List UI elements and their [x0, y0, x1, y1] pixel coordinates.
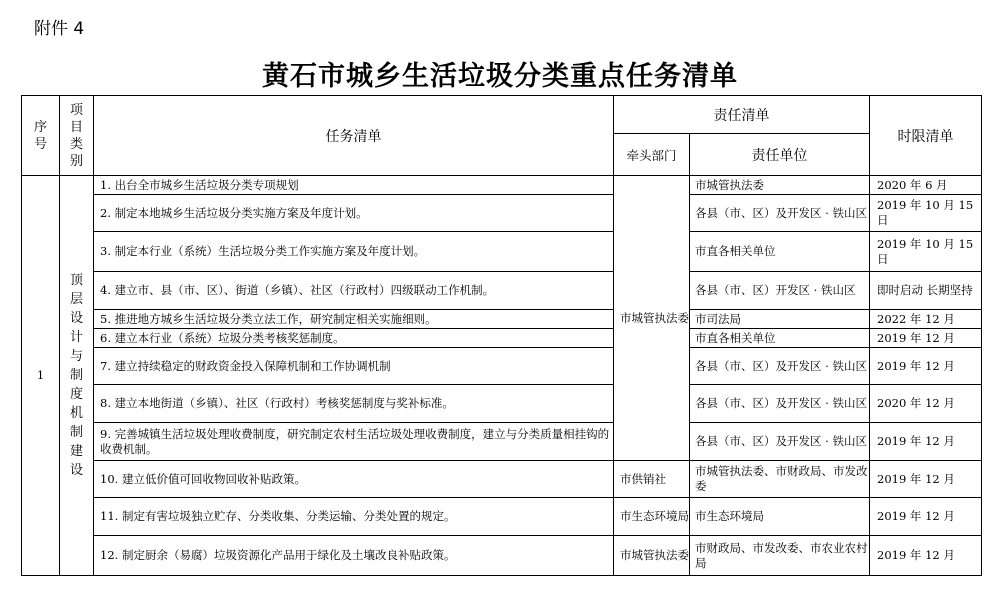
- attachment-label: 附件 4: [34, 19, 85, 39]
- deadline-cell: 2020 年 12 月: [870, 385, 982, 423]
- lead-dept-cell: 市城管执法委: [614, 176, 690, 461]
- unit-cell: 市城管执法委: [690, 176, 870, 195]
- table-row: [22, 232, 982, 272]
- deadline-cell: 2019 年 12 月: [870, 423, 982, 461]
- task-cell: 6. 建立本行业（系统）垃圾分类考核奖惩制度。: [94, 329, 614, 348]
- unit-cell: 市司法局: [690, 310, 870, 329]
- header-deadline: 时限清单: [870, 96, 982, 176]
- deadline-cell: 2022 年 12 月: [870, 310, 982, 329]
- unit-cell: 市财政局、市发改委、市农业农村局: [690, 536, 870, 576]
- task-cell: 10. 建立低价值可回收物回收补贴政策。: [94, 461, 614, 498]
- table-row: [22, 195, 982, 232]
- unit-cell: 市生态环境局: [690, 498, 870, 536]
- header-tasks: 任务清单: [94, 96, 614, 176]
- table-row: [22, 385, 982, 423]
- deadline-cell: 2019 年 12 月: [870, 498, 982, 536]
- table-row: [22, 461, 982, 498]
- unit-cell: 市直各相关单位: [690, 329, 870, 348]
- deadline-cell: 2019 年 12 月: [870, 536, 982, 576]
- unit-cell: 各县（市、区）及开发区 · 铁山区: [690, 348, 870, 385]
- unit-cell: 各县（市、区）及开发区 · 铁山区: [690, 385, 870, 423]
- task-cell: 7. 建立持续稳定的财政资金投入保障机制和工作协调机制: [94, 348, 614, 385]
- lead-dept-cell: 市供销社: [614, 461, 690, 498]
- header-resp-unit: 责任单位: [690, 134, 870, 176]
- deadline-cell: 2019 年 12 月: [870, 329, 982, 348]
- unit-cell: 市城管执法委、市财政局、市发改委: [690, 461, 870, 498]
- deadline-cell: 即时启动 长期坚持: [870, 272, 982, 310]
- task-cell: 1. 出台全市城乡生活垃圾分类专项规划: [94, 176, 614, 195]
- task-cell: 11. 制定有害垃圾独立贮存、分类收集、分类运输、分类处置的规定。: [94, 498, 614, 536]
- deadline-cell: 2019 年 12 月: [870, 461, 982, 498]
- task-cell: 8. 建立本地街道（乡镇）、社区（行政村）考核奖惩制度与奖补标准。: [94, 385, 614, 423]
- header-category: 项目类别: [60, 96, 94, 176]
- header-lead-dept: 牵头部门: [614, 134, 690, 176]
- table-row: [22, 176, 982, 195]
- table-row: [22, 329, 982, 348]
- unit-cell: 市直各相关单位: [690, 232, 870, 272]
- table-row: [22, 272, 982, 310]
- task-cell: 3. 制定本行业（系统）生活垃圾分类工作实施方案及年度计划。: [94, 232, 614, 272]
- table-row: [22, 423, 982, 461]
- unit-cell: 各县（市、区）开发区 · 铁山区: [690, 272, 870, 310]
- lead-dept-cell: 市生态环境局: [614, 498, 690, 536]
- table-row: [22, 498, 982, 536]
- header-seq: 序号: [22, 96, 60, 176]
- deadline-cell: 2019 年 10 月 15 日: [870, 232, 982, 272]
- task-cell: 4. 建立市、县（市、区）、街道（乡镇）、社区（行政村）四级联动工作机制。: [94, 272, 614, 310]
- header-responsibility: 责任清单: [614, 96, 870, 134]
- table-row: [22, 536, 982, 576]
- task-cell: 2. 制定本地城乡生活垃圾分类实施方案及年度计划。: [94, 195, 614, 232]
- unit-cell: 各县（市、区）及开发区 · 铁山区: [690, 423, 870, 461]
- task-cell: 9. 完善城镇生活垃圾处理收费制度，研究制定农村生活垃圾处理收费制度，建立与分类质量相挂钩的收费机制。: [94, 423, 614, 461]
- lead-dept-cell: 市城管执法委: [614, 536, 690, 576]
- deadline-cell: 2019 年 12 月: [870, 348, 982, 385]
- group-category: 顶层设计与制度机制建设: [60, 176, 94, 576]
- deadline-cell: 2019 年 10 月 15 日: [870, 195, 982, 232]
- unit-cell: 各县（市、区）及开发区 · 铁山区: [690, 195, 870, 232]
- deadline-cell: 2020 年 6 月: [870, 176, 982, 195]
- table-row: [22, 348, 982, 385]
- group-seq: 1: [22, 176, 60, 576]
- task-cell: 5. 推进地方城乡生活垃圾分类立法工作，研究制定相关实施细则。: [94, 310, 614, 329]
- task-table: [21, 95, 982, 576]
- table-row: [22, 310, 982, 329]
- page-title: 黄石市城乡生活垃圾分类重点任务清单: [262, 61, 738, 92]
- task-cell: 12. 制定厨余（易腐）垃圾资源化产品用于绿化及土壤改良补贴政策。: [94, 536, 614, 576]
